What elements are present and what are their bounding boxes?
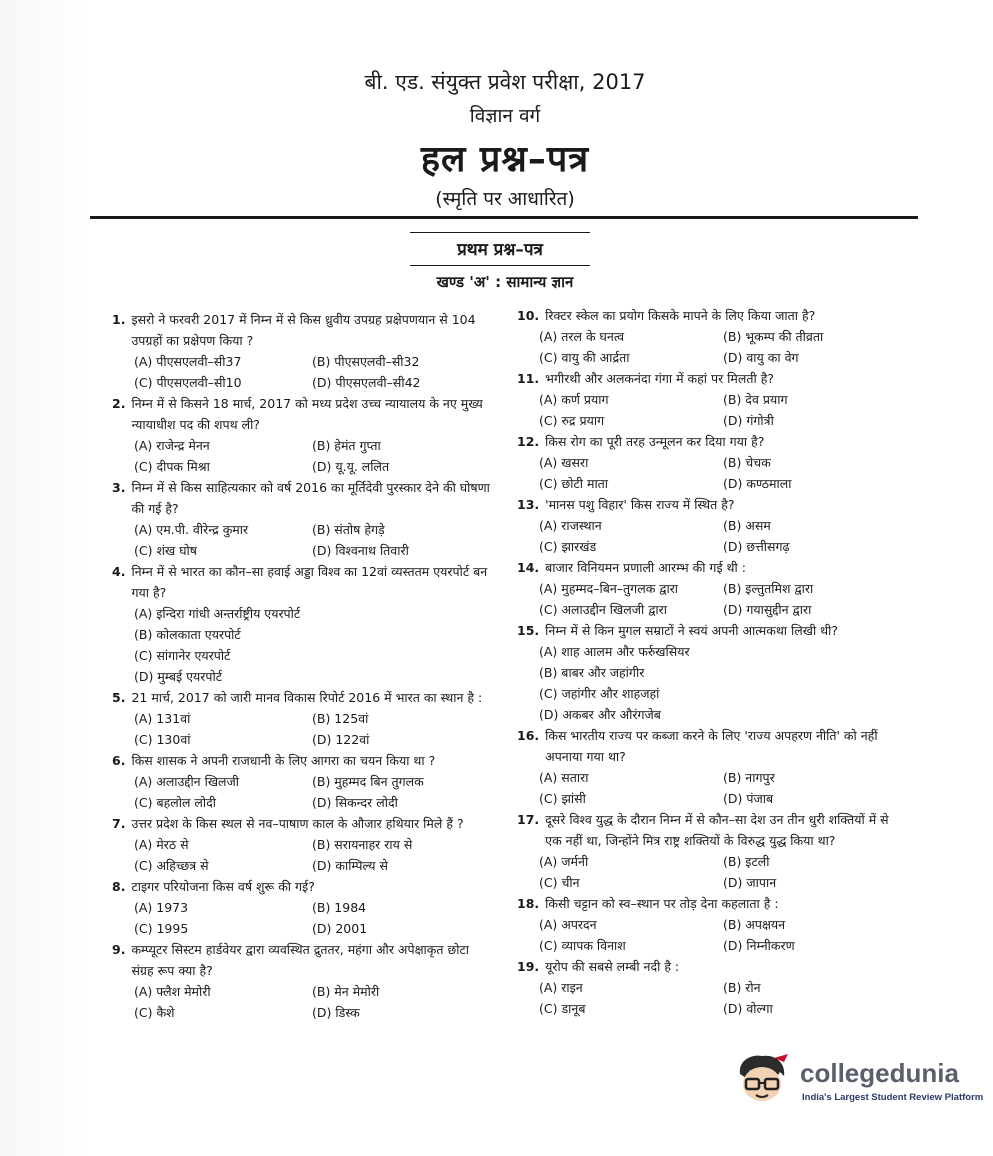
answer-option: (B) असम [723,518,771,533]
header-divider [90,216,918,219]
question-text: किस रोग का पूरी तरह उन्मूलन कर दिया गया है? [545,434,765,449]
answer-option: (B) सरायनाहर राय से [312,837,413,852]
question-row [517,305,907,326]
answer-option: (D) गयासुद्दीन द्वारा [723,602,812,617]
answer-option: (C) सांगानेर एयरपोर्ट [134,648,231,663]
answer-option: (B) इल्तुतमिश द्वारा [723,581,814,596]
answer-options [112,834,490,876]
question-row [112,813,490,834]
question-block [517,620,907,725]
answer-option: (B) भूकम्प की तीव्रता [723,329,824,344]
question-block [517,725,907,809]
answer-option: (B) 1984 [312,900,367,915]
question-number: 2. [112,396,126,411]
question-block [517,305,907,368]
answer-option: (C) 130वां [134,732,191,747]
question-text: निम्न में से किस साहित्यकार को वर्ष 2016 का मूर्तिदेवी पुरस्कार देने की घोषणा की गई है? [131,480,490,516]
question-text: भगीरथी और अलकनंदा गंगा में कहां पर मिलती है? [545,371,774,386]
answer-option: (B) चेचक [723,455,771,470]
question-block [112,750,490,813]
question-row [112,750,490,771]
answer-option: (D) कण्ठमाला [723,476,792,491]
question-number: 10. [517,308,540,323]
answer-option: (A) अपरदन [539,917,597,932]
question-number: 7. [112,816,126,831]
answer-option: (B) मेन मेमोरी [312,984,380,999]
question-block [112,876,490,939]
section-title: खण्ड 'अ' : सामान्य ज्ञान [436,273,574,291]
question-row [517,494,907,515]
question-row [112,561,490,603]
answer-options [517,452,907,494]
exam-name: बी. एड. संयुक्त प्रवेश परीक्षा, 2017 [364,70,646,94]
question-row [517,620,907,641]
question-row [112,309,490,351]
answer-option: (D) वोल्गा [723,1001,773,1016]
question-number: 15. [517,623,540,638]
question-text: टाइगर परियोजना किस वर्ष शुरू की गई? [131,879,315,894]
answer-option: (A) कर्ण प्रयाग [539,392,609,407]
question-block [517,809,907,893]
question-number: 6. [112,753,126,768]
answer-options [517,578,907,620]
question-number: 14. [517,560,540,575]
question-row [517,431,907,452]
answer-option: (B) पीएसएलवी–सी32 [312,354,420,369]
answer-option: (A) पीएसएलवी–सी37 [134,354,242,369]
question-number: 4. [112,564,126,579]
brand-name: collegedunia [800,1058,959,1088]
answer-option: (C) 1995 [134,921,189,936]
answer-options [517,326,907,368]
answer-option: (A) अलाउद्दीन खिलजी [134,774,240,789]
answer-option: (A) राजस्थान [539,518,602,533]
question-number: 8. [112,879,126,894]
answer-options [112,981,490,1023]
question-row [517,893,907,914]
answer-option: (A) सतारा [539,770,589,785]
answer-option: (C) छोटी माता [539,476,609,491]
question-block [517,431,907,494]
question-block [517,956,907,1019]
answer-option: (D) यू.यू. ललित [312,459,390,474]
header-note: (स्मृति पर आधारित) [435,188,575,210]
question-row [517,725,907,767]
answer-option: (D) डिस्क [312,1005,360,1020]
answer-option: (D) विश्वनाथ तिवारी [312,543,409,558]
answer-options [517,515,907,557]
paper-title: प्रथम प्रश्न–पत्र [410,232,590,266]
answer-option: (D) 2001 [312,921,368,936]
answer-option: (A) जर्मनी [539,854,589,869]
answer-option: (C) वायु की आर्द्रता [539,350,630,365]
answer-option: (A) राजेन्द्र मेनन [134,438,210,453]
question-number: 12. [517,434,540,449]
answer-option: (C) शंख घोष [134,543,198,558]
answer-options [112,351,490,393]
answer-options [112,519,490,561]
question-number: 1. [112,312,126,327]
question-row [517,557,907,578]
question-row [517,809,907,851]
answer-option: (C) झांसी [539,791,586,806]
answer-options [517,914,907,956]
question-text: उत्तर प्रदेश के किस स्थल से नव–पाषाण काल के औजार हथियार मिले हैं ? [131,816,464,831]
answer-option: (C) जहांगीर और शाहजहां [539,686,660,701]
answer-option: (C) रुद्र प्रयाग [539,413,605,428]
answer-option: (A) फ्लैश मेमोरी [134,984,211,999]
question-number: 16. [517,728,540,743]
answer-option: (A) मेरठ से [134,837,189,852]
collegedunia-watermark [732,1048,984,1108]
question-number: 13. [517,497,540,512]
question-row [112,687,490,708]
answer-option: (B) हेमंत गुप्ता [312,438,381,453]
question-text: इसरो ने फरवरी 2017 में निम्न में से किस ध्रुवीय उपग्रह प्रक्षेपणयान से 104 उपग्रहों का प्रक्षेपण किया ? [131,312,476,348]
answer-option: (C) चीन [539,875,580,890]
answer-option: (C) डानूब [539,1001,586,1016]
question-number: 18. [517,896,540,911]
answer-options [517,977,907,1019]
answer-options [112,603,490,687]
answer-options [112,771,490,813]
answer-option: (B) अपक्षयन [723,917,786,932]
answer-option: (B) 125वां [312,711,369,726]
answer-option: (B) देव प्रयाग [723,392,788,407]
stream-name: विज्ञान वर्ग [469,105,541,127]
answer-option: (D) निम्नीकरण [723,938,795,953]
question-block [517,368,907,431]
brand-tagline: India's Largest Student Review Platform [802,1092,984,1103]
answer-option: (D) अकबर और औरंगजेब [539,707,661,722]
answer-option: (B) रोन [723,980,761,995]
question-row [112,939,490,981]
answer-options [517,851,907,893]
answer-option: (D) जापान [723,875,777,890]
question-text: किस भारतीय राज्य पर कब्जा करने के लिए 'राज्य अपहरण नीति' को नहीं अपनाया गया था? [545,728,878,764]
question-number: 11. [517,371,540,386]
answer-option: (A) शाह आलम और फर्रुखसियर [539,644,690,659]
answer-option: (C) पीएसएलवी–सी10 [134,375,242,390]
question-block [112,309,490,393]
answer-option: (B) संतोष हेगड़े [312,522,385,537]
question-block [112,939,490,1023]
question-text: किस शासक ने अपनी राजधानी के लिए आगरा का चयन किया था ? [131,753,436,768]
answer-options [112,708,490,750]
question-text: रिक्टर स्केल का प्रयोग किसके मापने के लिए किया जाता है? [545,308,816,323]
answer-option: (D) गंगोत्री [723,413,774,428]
page-title: हल प्रश्न–पत्र [420,139,590,180]
questions-column-right [517,305,907,1019]
answer-options [112,435,490,477]
question-row [112,393,490,435]
answer-option: (C) झारखंड [539,539,597,554]
answer-option: (C) अलाउद्दीन खिलजी द्वारा [539,602,667,617]
question-block [112,813,490,876]
question-text: 'मानस पशु विहार' किस राज्य में स्थित है? [545,497,735,512]
question-text: 21 मार्च, 2017 को जारी मानव विकास रिपोर्ट 2016 में भारत का स्थान है : [131,690,483,705]
question-text: यूरोप की सबसे लम्बी नदी है : [545,959,680,974]
answer-option: (A) खसरा [539,455,589,470]
answer-option: (D) वायु का वेग [723,350,799,365]
answer-option: (D) 122वां [312,732,370,747]
question-row [112,876,490,897]
answer-option: (C) कैशे [134,1005,175,1020]
answer-option: (B) मुहम्मद बिन तुगलक [312,774,424,789]
answer-option: (C) बहलोल लोदी [134,795,216,810]
answer-options [112,897,490,939]
question-number: 5. [112,690,126,705]
question-text: बाजार विनियमन प्रणाली आरम्भ की गई थी : [545,560,746,575]
answer-option: (A) मुहम्मद–बिन–तुगलक द्वारा [539,581,679,596]
page-edge-shade [0,0,88,1156]
answer-option: (A) 1973 [134,900,189,915]
answer-option: (D) मुम्बई एयरपोर्ट [134,669,223,684]
answer-option: (D) सिकन्दर लोदी [312,795,398,810]
question-block [517,893,907,956]
answer-option: (D) काम्पिल्य से [312,858,388,873]
answer-option: (C) अहिच्छत्र से [134,858,209,873]
answer-option: (C) व्यापक विनाश [539,938,626,953]
answer-option: (A) इन्दिरा गांधी अन्तर्राष्ट्रीय एयरपोर्ट [134,606,301,621]
question-number: 19. [517,959,540,974]
question-text: किसी चट्टान को स्व–स्थान पर तोड़ देना कहलाता है : [545,896,779,911]
question-row [112,477,490,519]
question-row [517,368,907,389]
question-text: निम्न में से भारत का कौन–सा हवाई अड्डा विश्व का 12वां व्यस्ततम एयरपोर्ट बन गया है? [131,564,488,600]
question-block [517,557,907,620]
question-number: 3. [112,480,126,495]
answer-option: (D) पीएसएलवी–सी42 [312,375,421,390]
question-block [112,687,490,750]
answer-option: (D) छत्तीसगढ़ [723,539,790,554]
question-number: 9. [112,942,126,957]
question-text: दूसरे विश्व युद्ध के दौरान निम्न में से कौन–सा देश उन तीन धुरी शक्तियों में से एक नहीं था, जिन्होंने मित्र राष्ट्र शक्तियों के विरुद्ध युद्ध किया था? [545,812,889,848]
question-text: निम्न में से किसने 18 मार्च, 2017 को मध्य प्रदेश उच्च न्यायालय के नए मुख्य न्यायाधीश पद की शपथ ली? [131,396,483,432]
answer-option: (C) दीपक मिश्रा [134,459,210,474]
answer-option: (A) 131वां [134,711,191,726]
answer-option: (D) पंजाब [723,791,774,806]
answer-option: (B) नागपुर [723,770,775,785]
question-block [112,393,490,477]
question-block [112,477,490,561]
question-number: 17. [517,812,540,827]
answer-option: (B) कोलकाता एयरपोर्ट [134,627,241,642]
answer-options [517,767,907,809]
answer-option: (B) इटली [723,854,770,869]
answer-option: (B) बाबर और जहांगीर [539,665,645,680]
answer-option: (A) तरल के घनत्व [539,329,625,344]
question-block [517,494,907,557]
collegedunia-logo-icon [732,1052,792,1104]
question-text: निम्न में से किन मुगल सम्राटों ने स्वयं अपनी आत्मकथा लिखी थी? [545,623,839,638]
questions-column-left [112,309,490,1023]
question-block [112,561,490,687]
question-text: कम्प्यूटर सिस्टम हार्डवेयर द्वारा व्यवस्थित द्रुततर, महंगा और अपेक्षाकृत छोटा संग्रह रूप क्या है? [131,942,470,978]
answer-option: (A) एम.पी. वीरेन्द्र कुमार [134,522,249,537]
answer-option: (A) राइन [539,980,583,995]
answer-options [517,389,907,431]
question-row [517,956,907,977]
answer-options [517,641,907,725]
